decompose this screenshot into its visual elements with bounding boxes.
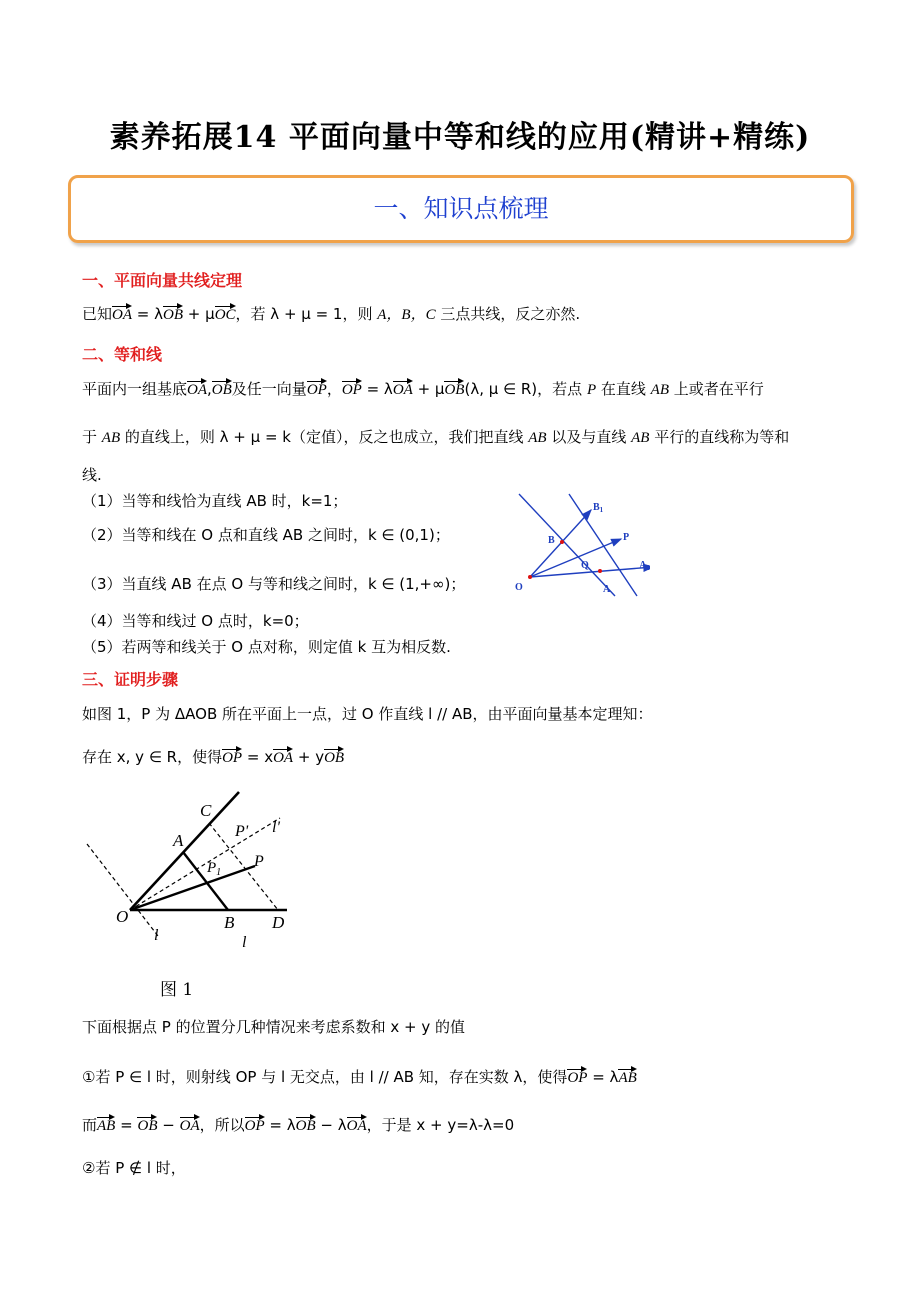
s1-statement: 已知OA = λOB + μOC，若 λ + μ = 1，则 A，B，C 三点共线，反之亦然. <box>82 305 581 323</box>
label-P: P <box>623 532 630 543</box>
s3-case-2: ②若 P ∉ l 时， <box>82 1159 186 1177</box>
label-B: B <box>548 535 555 546</box>
label-A1: $A_1$ <box>639 560 650 572</box>
equal-sum-line-figure <box>505 492 650 602</box>
page-title: 素养拓展14 平面向量中等和线的应用(精讲+精练) <box>109 120 811 155</box>
s2-line-1: 平面内一组基底OA,OB及任一向量OP，OP = λOA + μOB(λ, μ ∈ R)，若点 P 在直线 AB 上或者在平行 <box>82 380 764 398</box>
section-heading-2: 二、等和线 <box>82 345 163 364</box>
s3-case-1: ①若 P ∈ l 时，则射线 OP 与 l 无交点，由 l // AB 知，存在实数 λ，使得OP = λAB <box>82 1068 637 1086</box>
label-l-prime: l' <box>272 819 280 836</box>
s3-intro: 如图 1，P 为 ΔAOB 所在平面上一点，过 O 作直线 l // AB，由平面向量基本定理知： <box>82 705 653 723</box>
segment-AB <box>183 852 228 910</box>
label-O: O <box>515 582 523 593</box>
label-C: C <box>200 801 212 820</box>
section-banner <box>68 175 854 243</box>
s3-cases-intro: 下面根据点 P 的位置分几种情况来考虑系数和 x + y 的值 <box>82 1018 465 1036</box>
label-P: P <box>254 853 264 870</box>
section-heading-3: 三、证明步骤 <box>82 670 179 689</box>
ray-OC <box>130 792 239 910</box>
proof-figure <box>82 788 297 958</box>
label-D: D <box>272 913 285 932</box>
case-4: （4）当等和线过 O 点时，k=0； <box>82 612 309 630</box>
point-Q <box>598 569 602 573</box>
s3-exist: 存在 x, y ∈ R，使得OP = xOA + yOB <box>82 748 345 766</box>
label-B1: $B_1$ <box>593 502 604 514</box>
label-l-2: l <box>242 934 247 951</box>
label-A: A <box>173 831 184 850</box>
label-O: O <box>116 907 129 926</box>
label-Q: Q <box>581 560 589 571</box>
s2-line-2: 于 AB 的直线上，则 λ + μ = k（定值），反之也成立，我们把直线 AB 以及与直线 AB 平行的直线称为等和 <box>82 428 790 446</box>
label-l-1: l <box>154 927 159 944</box>
case-1: （1）当等和线恰为直线 AB 时，k=1； <box>82 492 348 510</box>
point-O <box>528 575 532 579</box>
label-P-prime: P' <box>235 823 249 840</box>
figure-caption: 图 1 <box>160 980 194 1000</box>
label-P1: $P_1$ <box>207 860 222 878</box>
s2-line-3: 线. <box>82 466 102 484</box>
label-B: B <box>224 913 235 932</box>
section-heading-1: 一、平面向量共线定理 <box>82 271 243 290</box>
s3-case-1-derivation: 而AB = OB − OA，所以OP = λOB − λOA，于是 x + y=λ-λ=0 <box>82 1116 515 1134</box>
case-3: （3）当直线 AB 在点 O 与等和线之间时，k ∈ (1,+∞)； <box>82 575 466 593</box>
banner-title: 一、知识点梳理 <box>373 194 549 223</box>
case-5: （5）若两等和线关于 O 点对称，则定值 k 互为相反数. <box>82 638 451 656</box>
point-B <box>560 540 564 544</box>
case-2: （2）当等和线在 O 点和直线 AB 之间时，k ∈ (0,1)； <box>82 526 450 544</box>
label-A: A <box>603 584 611 595</box>
